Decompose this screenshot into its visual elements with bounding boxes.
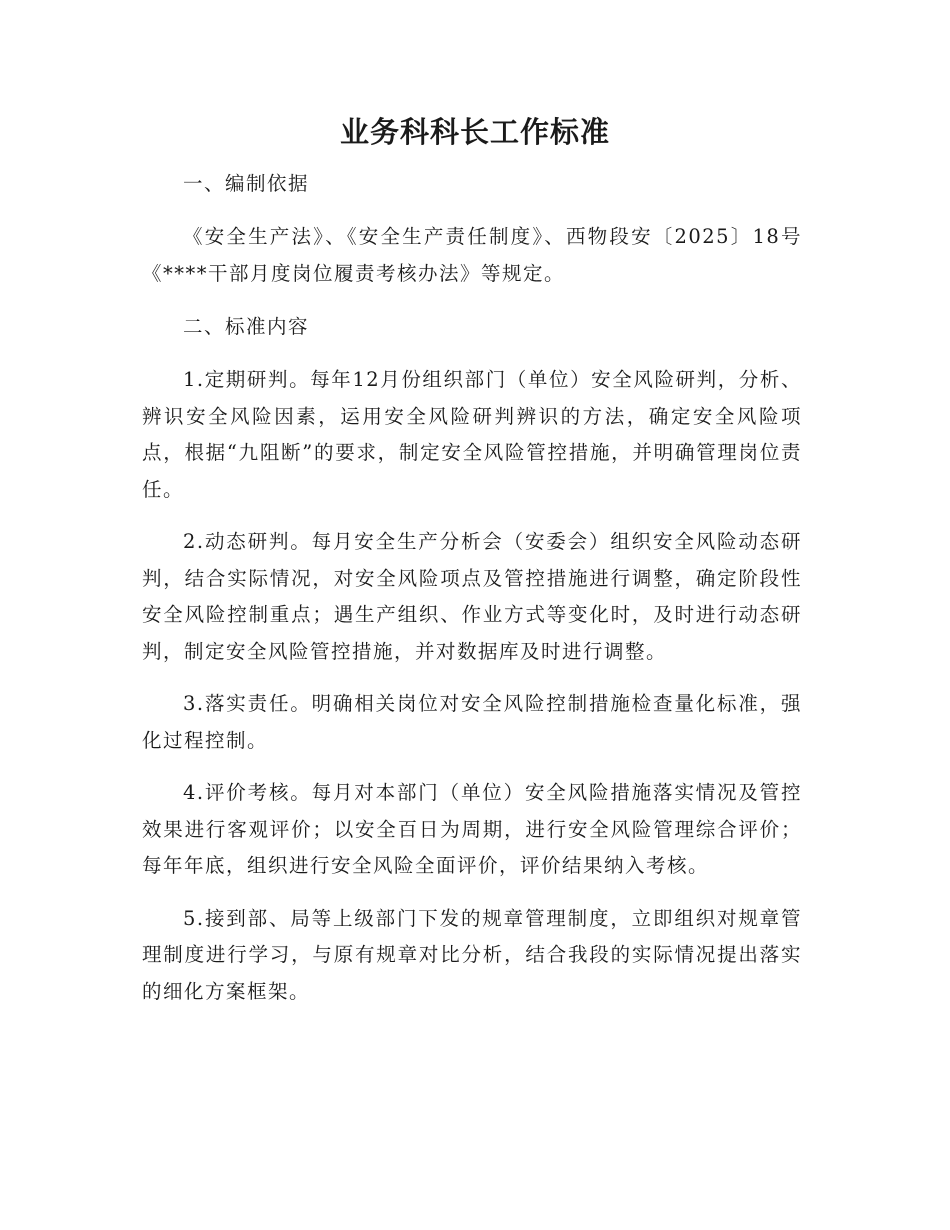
standard-item-1: 1.定期研判。每年12月份组织部门（单位）安全风险研判，分析、辨识安全风险因素，运用安全风险研判辨识的方法，确定安全风险项点，根据“九阻断”的要求，制定安全风险管控措施，并明确管理岗位责任。 [142, 368, 802, 501]
section-heading-content: 二、标准内容 [183, 315, 310, 338]
standard-item-3: 3.落实责任。明确相关岗位对安全风险控制措施检查量化标准，强化过程控制。 [142, 692, 802, 752]
document-title: 业务科科长工作标准 [339, 115, 610, 149]
basis-paragraph: 《安全生产法》、《安全生产责任制度》、西物段安〔2025〕18号《****干部月度岗位履责考核办法》等规定。 [142, 225, 802, 285]
standard-item-4: 4.评价考核。每月对本部门（单位）安全风险措施落实情况及管控效果进行客观评价；以安全百日为周期，进行安全风险管理综合评价；每年年底，组织进行安全风险全面评价，评价结果纳入考核。 [142, 781, 802, 877]
section-heading-basis: 一、编制依据 [183, 172, 310, 195]
document-body [142, 166, 802, 1010]
standard-item-2: 2.动态研判。每月安全生产分析会（安委会）组织安全风险动态研判，结合实际情况，对安全风险项点及管控措施进行调整，确定阶段性安全风险控制重点；遇生产组织、作业方式等变化时，及时进行动态研判，制定安全风险管控措施，并对数据库及时进行调整。 [142, 530, 802, 663]
standard-item-5: 5.接到部、局等上级部门下发的规章管理制度，立即组织对规章管理制度进行学习，与原有规章对比分析，结合我段的实际情况提出落实的细化方案框架。 [142, 906, 802, 1003]
